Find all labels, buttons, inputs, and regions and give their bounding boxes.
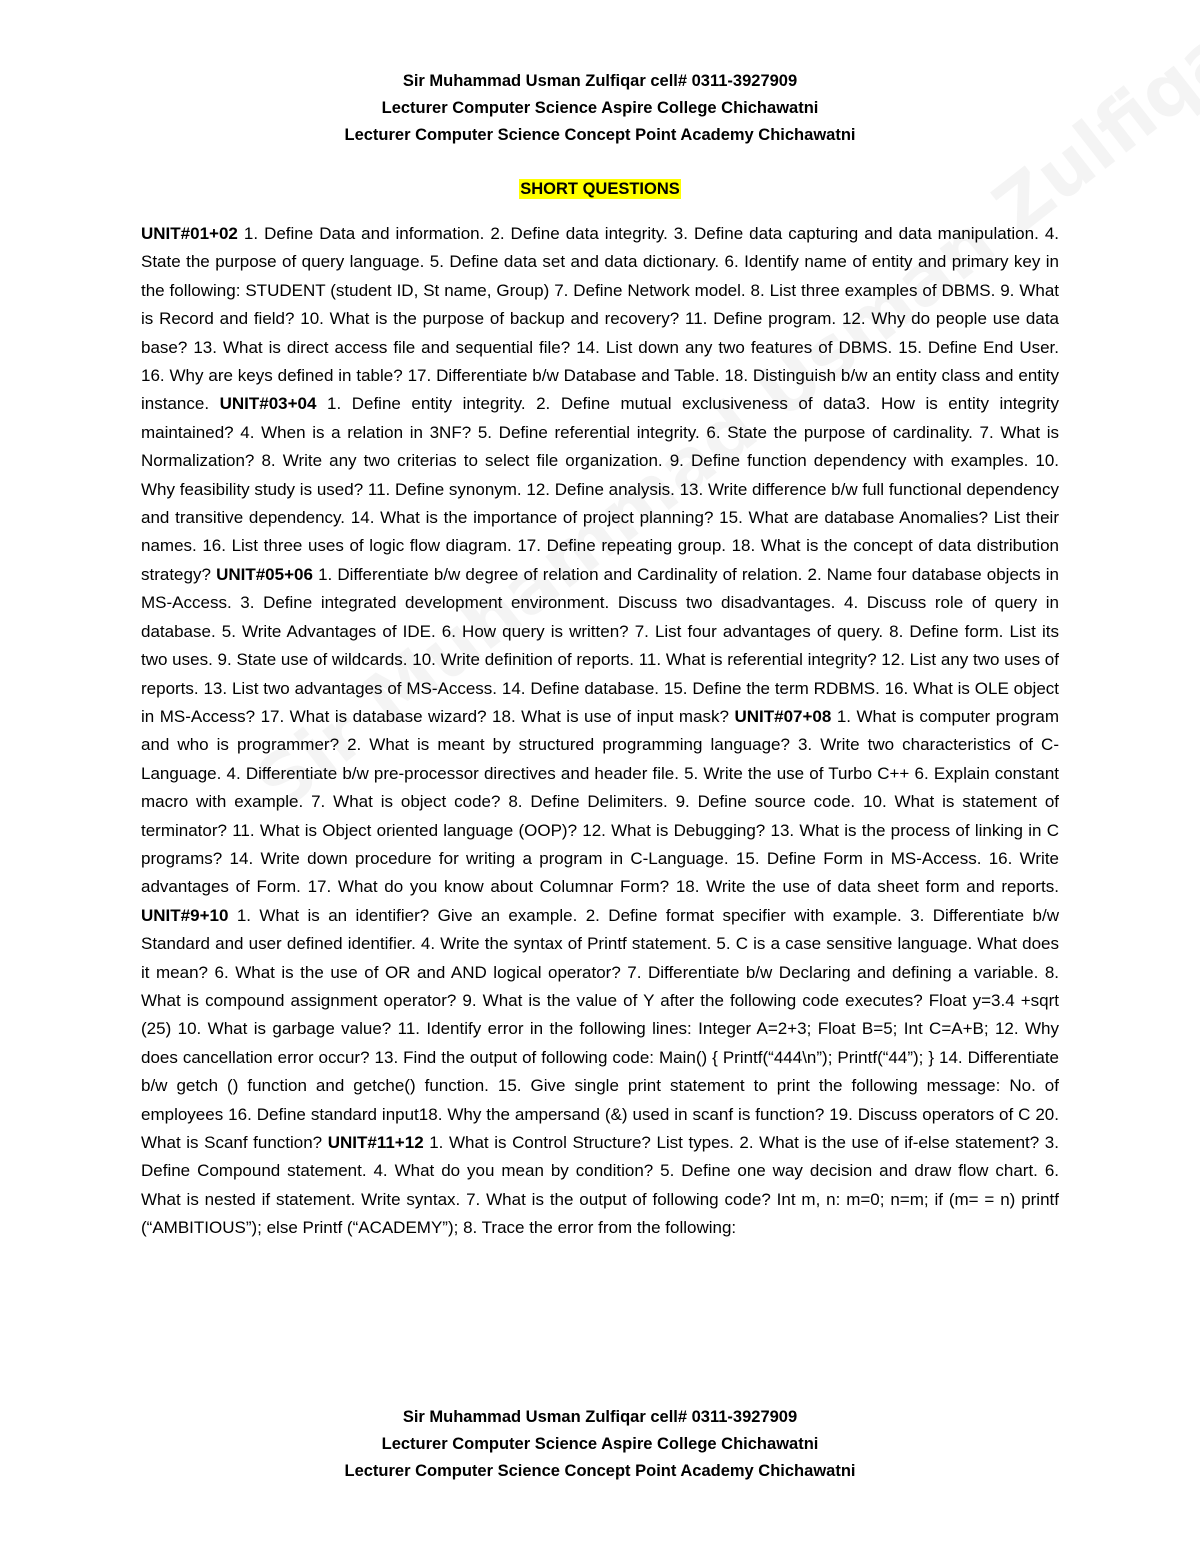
unit-questions: 1. Define Data and information. 2. Define data integrity. 3. Define data capturing and data manipulation. 4. State the purpose of query language. 5. Define data set and data dictionary. 6. Identify name of entity and primary key in the following: STUDENT (student ID, St name, Group) 7. Define Network model. 8. List three examples of DBMS. 9. What is Record and field? 10. What is the purpose of backup and recovery? 11. Define program. 12. Why do people use data base? 13. What is direct access file and sequential file? 14. List down any two features of DBMS. 15. Define End User. 16. Why are keys defined in table? 17. Differentiate b/w Database and Table. 18. Distinguish b/w an entity class and entity instance. [141,224,1059,414]
unit-label: UNIT#11+12 [327,1133,424,1152]
unit-label: UNIT#01+02 [141,224,238,243]
unit-questions: 1. What is computer program and who is programmer? 2. What is meant by structured programming language? 3. Write two characteristics of C-Language. 4. Differentiate b/w pre-processor directives and header file. 5. Write the use of Turbo C++ 6. Explain constant macro with example. 7. What is object code? 8. Define Delimiters. 9. Define source code. 10. What is statement of terminator? 11. What is Object oriented language (OOP)? 12. What is Debugging? 13. What is the process of linking in C programs? 14. Write down procedure for writing a program in C-Language. 15. Define Form in MS-Access. 16. Write advantages of Form. 17. What do you know about Columnar Form? 18. Write the use of data sheet form and reports. [141,706,1059,897]
unit-questions: 1. What is Control Structure? List types. 2. What is the use of if-else statement? 3. Define Compound statement. 4. What do you mean by condition? 5. Define one way decision and draw flow chart. 6. What is nested if statement. Write syntax. 7. What is the output of following code? Int m, n: m=0; n=m; if (m= = n) printf (“AMBITIOUS”); else Printf (“ACADEMY”); 8. Trace the error from the following: [141,1133,1059,1238]
header-contact-line: Sir Muhammad Usman Zulfiqar cell# 0311-3927909 [402,72,798,90]
footer-college-line: Lecturer Computer Science Aspire College Chichawatni [381,1435,819,1453]
unit-label: UNIT#07+08 [734,706,832,726]
header-college-line: Lecturer Computer Science Aspire College Chichawatni [381,99,819,117]
unit-questions: 1. Differentiate b/w degree of relation and Cardinality of relation. 2. Name four database objects in MS-Access. 3. Define integrated development environment. Discuss two disadvantages. 4. Discuss role of query in database. 5. Write Advantages of IDE. 6. How query is written? 7. List four advantages of query. 8. Define form. List its two uses. 9. State use of wildcards. 10. Write definition of reports. 11. What is referential integrity? 12. List any two uses of reports. 13. List two advantages of MS-Access. 14. Define database. 15. Define the term RDBMS. 16. What is OLE object in MS-Access? 17. What is database wizard? 18. What is use of input mask? [141,564,1059,726]
page-header [0,68,1200,149]
unit-label: UNIT#03+04 [219,394,317,414]
header-academy-line: Lecturer Computer Science Concept Point Academy Chichawatni [344,126,856,144]
page-footer [0,1404,1200,1485]
questions-body [141,220,1059,1243]
unit-label: UNIT#05+06 [216,564,313,584]
title-wrap [0,176,1200,203]
unit-label: UNIT#9+10 [141,905,229,925]
unit-questions: 1. What is an identifier? Give an example. 2. Define format specifier with example. 3. Differentiate b/w Standard and user defined identifier. 4. Write the syntax of Printf statement. 5. C is a case sensitive language. What does it mean? 6. What is the use of OR and AND logical operator? 7. Differentiate b/w Declaring and defining a variable. 8. What is compound assignment operator? 9. What is the value of Y after the following code executes? Float y=3.4 +sqrt (25) 10. What is garbage value? 11. Identify error in the following lines: Integer A=2+3; Float B=5; Int C=A+B; 12. Why does cancellation error occur? 13. Find the output of following code: Main() { Printf(“444\n”); Printf(“44”); } 14. Differentiate b/w getch () function and getche() function. 15. Give single print statement to print the following message: No. of employees 16. Define standard input18. Why the ampersand (&) used in scanf is function? 19. Discuss operators of C 20. What is Scanf function? [141,905,1059,1152]
footer-academy-line: Lecturer Computer Science Concept Point Academy Chichawatni [344,1462,856,1480]
page-title: SHORT QUESTIONS [520,180,680,198]
unit-questions: 1. Define entity integrity. 2. Define mutual exclusiveness of data3. How is entity integrity maintained? 4. When is a relation in 3NF? 5. Define referential integrity. 6. State the purpose of cardinality. 7. What is Normalization? 8. Write any two criterias to select file organization. 9. Define function dependency with examples. 10. Why feasibility study is used? 11. Define synonym. 12. Define analysis. 13. Write difference b/w full functional dependency and transitive dependency. 14. What is the importance of project planning? 15. What are database Anomalies? List their names. 16. List three uses of logic flow diagram. 17. Define repeating group. 18. What is the concept of data distribution strategy? [141,394,1060,584]
footer-contact-line: Sir Muhammad Usman Zulfiqar cell# 0311-3927909 [402,1408,798,1426]
